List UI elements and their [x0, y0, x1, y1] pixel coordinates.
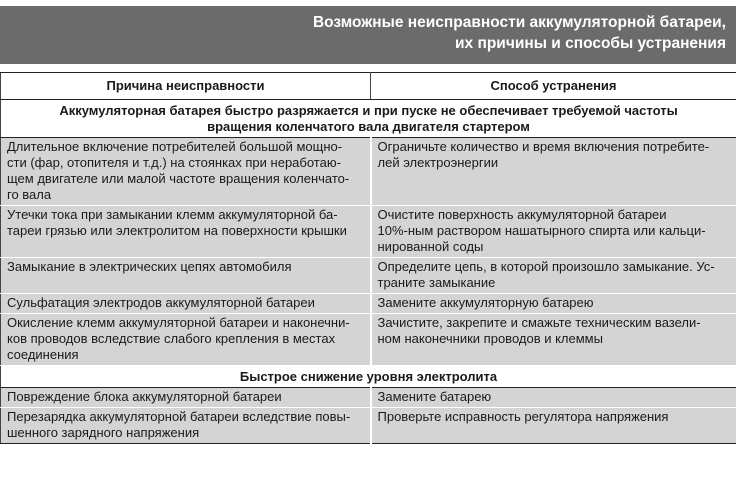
fix-cell	[371, 294, 736, 314]
section-heading-row	[1, 366, 736, 388]
section-heading-line: Быстрое снижение уровня электролита	[239, 369, 498, 384]
table-row	[1, 314, 736, 366]
cause-text-line: Окисление клемм аккумуляторной батареи и наконечни-	[7, 315, 350, 330]
fix-text-line: Проверьте исправность регулятора напряжения	[377, 409, 669, 424]
section-heading	[1, 100, 736, 138]
table-row	[1, 388, 736, 408]
table-title	[0, 6, 736, 64]
section-heading-row	[1, 100, 736, 138]
cause-text-line: тареи грязью или электролитом на поверхности крышки	[7, 223, 347, 238]
table-row	[1, 408, 736, 444]
fix-text-line: Зачистите, закрепите и смажьте техническим вазели-	[377, 315, 701, 330]
fix-cell	[371, 258, 736, 294]
cause-cell	[1, 138, 371, 206]
table-body	[1, 100, 736, 444]
fix-cell	[371, 388, 736, 408]
cause-cell	[1, 408, 371, 444]
cause-text-line: Утечки тока при замыкании клемм аккумуляторной ба-	[7, 207, 338, 222]
cause-text-line: соединения	[7, 347, 79, 362]
cause-text-line: щем двигателе или малой частоте вращения коленчато-	[7, 171, 350, 186]
table-row	[1, 206, 736, 258]
cause-cell	[1, 206, 371, 258]
table-title-line-2: их причины и способы устранения	[455, 35, 726, 52]
table-row	[1, 258, 736, 294]
column-header-fix: Способ устранения	[371, 73, 736, 100]
cause-cell	[1, 258, 371, 294]
fix-text-line: Очистите поверхность аккумуляторной батареи	[377, 207, 667, 222]
fix-text-line: Ограничьте количество и время включения потребите-	[377, 139, 710, 154]
table-header-row	[1, 73, 736, 100]
cause-text-line: Замыкание в электрических цепях автомобиля	[7, 259, 292, 274]
fix-text-line: нированной соды	[377, 239, 484, 254]
cause-cell	[1, 314, 371, 366]
table-title-line-1: Возможные неисправности аккумуляторной батареи,	[312, 14, 726, 31]
cause-text-line: ков проводов вследствие слабого крепления в местах	[7, 331, 336, 346]
fix-text-line: лей электроэнергии	[377, 155, 499, 170]
fix-text-line: Замените батарею	[377, 389, 492, 404]
fix-cell	[371, 314, 736, 366]
cause-cell	[1, 294, 371, 314]
section-heading	[1, 366, 736, 388]
fix-cell	[371, 206, 736, 258]
cause-text-line: шенного зарядного напряжения	[7, 425, 200, 440]
fix-text-line: ном наконечники проводов и клеммы	[377, 331, 603, 346]
cause-text-line: го вала	[7, 187, 52, 202]
fix-text-line: 10%-ным раствором нашатырного спирта или кальци-	[377, 223, 706, 238]
fix-text-line: Замените аккумуляторную батарею	[377, 295, 594, 310]
cause-text-line: сти (фар, отопителя и т.д.) на стоянках при неработаю-	[7, 155, 341, 170]
fault-table	[0, 72, 736, 444]
cause-text-line: Перезарядка аккумуляторной батареи вследствие повы-	[7, 409, 351, 424]
cause-cell	[1, 388, 371, 408]
fix-cell	[371, 408, 736, 444]
section-heading-line: вращения коленчатого вала двигателя стартером	[207, 119, 530, 134]
section-heading-line: Аккумуляторная батарея быстро разряжается и при пуске не обеспечивает требуемой частоты	[59, 103, 678, 118]
fix-cell	[371, 138, 736, 206]
cause-text-line: Повреждение блока аккумуляторной батареи	[7, 389, 282, 404]
column-header-cause: Причина неисправности	[1, 73, 371, 100]
cause-text-line: Сульфатация электродов аккумуляторной батареи	[7, 295, 315, 310]
table-row	[1, 294, 736, 314]
cause-text-line: Длительное включение потребителей большой мощно-	[7, 139, 343, 154]
fix-text-line: траните замыкание	[377, 275, 496, 290]
table-row	[1, 138, 736, 206]
fix-text-line: Определите цепь, в которой произошло замыкание. Ус-	[377, 259, 715, 274]
